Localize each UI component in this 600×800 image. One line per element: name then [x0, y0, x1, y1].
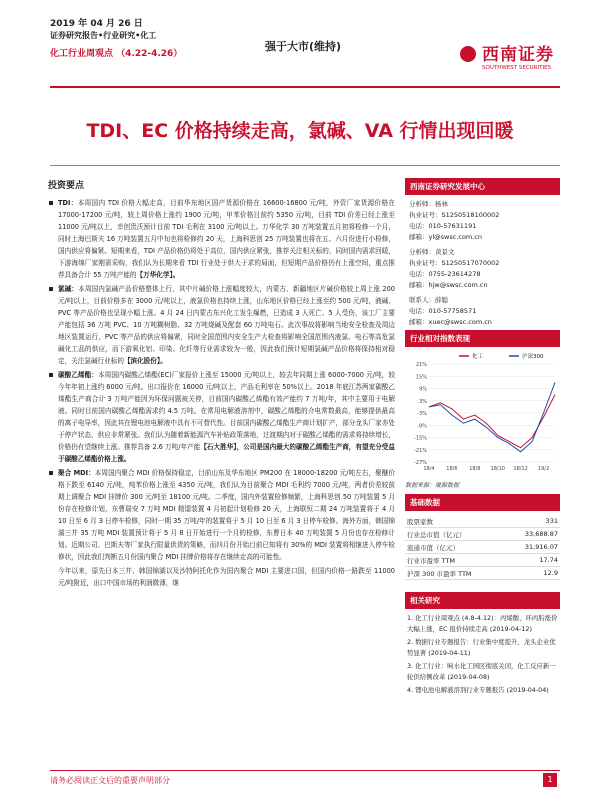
series-line-1	[429, 382, 555, 451]
chart-svg	[405, 350, 560, 478]
y-tick-label: 3%	[419, 398, 427, 405]
footer-divider	[50, 770, 560, 771]
index-heading: 行业相对指数表现	[405, 330, 560, 347]
email-link[interactable]: 邮箱：hjw@swsc.com.cn	[409, 281, 488, 289]
chart-source: 数据来源：聚源数据	[405, 482, 460, 489]
paragraph-tdi: TDI：本周国内 TDI 价格大幅走高，目前华东地区国产货源价格在 16600-16800 元/吨，外资厂家货源价格在 17000-17200 元/吨，较上周价格上涨约 1900 元/吨，甲苯价格目前约 5350 元/吨，目前 TDI 价差已经上涨至 11000 元/吨以上，幸创贵沃预计目前 TDI 毛利在 3100 元/吨以上。万华化学 30 万吨装置五月初将检修一个月，同时上海巴斯夫 16 万吨装置五月中旬也将检修约 20 天，上海科思创 25 万吨装置也将在五、六月份进行小检修，国内供应将偏紧。短期来看，TDI 产品价格仍将处于高位，国内供应紧张，推荐关注相关标的，同时国内需求回暖，下游海绵厂家刚需采购，我们认为长期来看 TDI 行业处于供大于求的局面，但短期产品价格仍有上涨空间，重点推荐具备合计 55 万吨产能的【万华化学】。	[48, 197, 395, 281]
y-tick-label: -3%	[417, 411, 427, 417]
logo-name: 西南证券	[482, 45, 554, 65]
email-link[interactable]: 邮箱：xuec@swsc.com.cn	[409, 318, 492, 326]
related-heading: 相关研究	[405, 592, 560, 609]
title-divider	[50, 165, 560, 166]
analyst-contacts	[405, 195, 560, 330]
y-tick-label: -21%	[414, 447, 427, 454]
company-logo	[460, 38, 560, 88]
paragraph-ec: 碳酸乙烯酯：本周国内碳酸乙烯酯(EC)厂家报价上涨至 15000 元/吨以上，较去年同期上涨 6000-7000 元/吨，较今年年初上涨约 6000 元/吨。出口报价在 16000 元/吨以上，产品毛利率在 50%以上。2018 年底江苏两家碳酸乙烯酯生产商合计 3 万吨产能因为环保问题被关停，目前国内碳酸乙烯酯有效产能约 7 万吨/年，其中主要用于电解液。同时目前国内碳酸乙烯酯需求约 4.5 万吨。在常用电解液溶剂中，碳酸乙烯酯的介电常数最高，能够提供最高的离子电导率，因此其在锂电池电解液中具有不可替代性。目前国内碳酸乙烯酯生产商计划扩产，部分龙头厂家亦处于停产状态，供应非常紧张。我们认为随着新能源汽车补贴政策落地，过渡期内对于碳酸乙烯酯的需求将持续增长，价格仍有望继续上涨。推荐具备 2.6 万吨/年产能【石大胜华】，公司是国内最大的碳酸乙烯酯生产商，有望充分受益于碳酸乙烯酯价格上涨。	[48, 369, 395, 465]
paragraph-mdi: 聚合 MDI：本周国内聚合 MDI 价格保持稳定，目前山东及华东地区 PM200 在 18000-18200 元/吨左右，聚醚价格下跌至 6140 元/吨，纯苯价格上涨至 4350 元/吨，我们认为目前聚合 MDI 毛利约 7000 元/吨，两者价差较前期上调聚合 MDI 挂牌价 300 元/吨至 18100 元/吨。二季度，国内外装置检修频繁，上海科思创 50 万吨装置 5 月份存在检修计划，东曹瑞安 7 万吨 MDI 精馏装置 4 月初起计划检修 20 天，上海联恒二期 24 万吨装置将于 4 月 10 日至 6 月 3 日停车检修，同时一期 35 万吨/年的装置将于 5 月 10 日至 6 月 3 日停车检修。海外方面，韩国锦湖三井 35 万吨 MDI 装置预计将于 5 月 8 日开始进行一个月的检修，东曹日本 40 万吨装置 5 月份也存在检修计划。近期公司、巴斯夫等厂家执行限量供货的策略，而四月份开始目前已知将有 30%的 MDI 装置将相继进入停车检修状，因此我们判断五月份国内聚合 MDI 挂牌价格将存在继续走高的可能性。	[48, 467, 395, 563]
report-category: 证券研究报告•行业研究•化工	[50, 31, 157, 40]
base-data-heading: 基础数据	[405, 494, 560, 511]
report-series: 化工行业周观点 （4.22-4.26）	[50, 49, 183, 59]
table-row: 沪深 300 市盈率 TTM 12.9	[405, 567, 560, 580]
sidebar	[405, 178, 560, 702]
team-heading: 西南证券研究发展中心	[405, 178, 560, 195]
report-header	[50, 16, 560, 86]
disclaimer: 请务必阅读正文后的重要声明部分	[50, 776, 170, 785]
related-list	[405, 609, 560, 702]
table-row: 行业市盈率 TTM 17.74	[405, 554, 560, 567]
legend-label: 沪深300	[522, 354, 544, 360]
related-link[interactable]: 3. 化工行业：响水化工园区彻底关闭，化工反应新一轮供给侧改革 (2019-04-08)	[407, 662, 556, 681]
related-link[interactable]: 1. 化工行业周观点 (4.8-4.12)：丙烯酸、环丙肟涨价大幅上涨，EC 报价持续走高 (2019-04-12)	[407, 614, 558, 633]
analyst-1: 分析师：杨林 执业证号：S1250518100002 电话：010-57631191 邮箱：yl@swsc.com.cn	[409, 199, 556, 243]
rating: 强于大市(维持)	[265, 40, 342, 53]
related-link[interactable]: 4. 锂电池电解液溶剂行业专题报告 (2019-04-04)	[407, 686, 549, 694]
x-tick-label: 18/8	[469, 466, 481, 472]
y-tick-label: 15%	[415, 374, 427, 381]
x-tick-label: 18/10	[490, 466, 505, 472]
y-tick-label: -27%	[414, 460, 427, 466]
y-tick-label: 21%	[415, 362, 427, 368]
summary-heading: 投资要点	[48, 181, 85, 191]
series-line-0	[429, 395, 555, 448]
summary-column	[48, 178, 395, 591]
x-tick-label: 18/4	[423, 466, 435, 472]
table-row: 流通市值（亿元） 31,916.07	[405, 541, 560, 554]
report-date: 2019 年 04 月 26 日	[50, 19, 143, 29]
email-link[interactable]: 邮箱：yl@swsc.com.cn	[409, 233, 483, 241]
page-title: TDI、EC 价格持续走高，氯碱、VA 行情出现回暖	[86, 120, 514, 142]
logo-name-en: SOUTHWEST SECURITIES	[482, 65, 552, 71]
paragraph-chlor-alkali: 氯碱：本周国内氯碱产品价格整体上行，其中片碱价格上涨幅度较大，内蒙古、新疆地区片碱价格较上周上涨 200 元/吨以上，目前价格多在 3000 元/吨以上，液氯价格也持续上涨，山东地区价格已经上涨至约 500 元/吨，液碱、PVC 等产品价格也呈现小幅上涨。4 月 24 日内蒙古东兴化工发生爆燃，已造成 3 人死亡、5 人受伤，该工厂主要产能包括 36 万吨 PVC、10 万吨糊树脂、32 万吨烧碱及配套 60 万吨电石。此次事故将影响当地安全检查及周边地区装置运行，PVC 等产品的供应将偏紧，同时全国范围内安全生产大检查将影响全国范围内液氯、电石等高危氯碱化工品的供应，而下游氧化铝、印染、化纤等行业需求较为一般，因此我们预计短期氯碱产品价格将保持相对稳定，关注氯碱行业标的【滨化股份】。	[48, 283, 395, 367]
logo-mark-icon	[460, 46, 476, 62]
x-tick-label: 19/2	[537, 466, 550, 472]
y-tick-label: 9%	[419, 386, 427, 393]
relative-index-chart	[405, 350, 560, 478]
related-link[interactable]: 2. 数据行业专题报告：行业集中度提升，龙头企业优势显著 (2019-04-11)	[407, 638, 556, 657]
y-tick-label: -15%	[414, 435, 427, 442]
contact-person: 联系人：薛聪 电话：010-57758571 邮箱：xuec@swsc.com.cn	[409, 295, 556, 328]
x-tick-label: 18/12	[513, 466, 528, 472]
x-tick-label: 18/6	[446, 466, 458, 472]
base-data-table	[405, 515, 560, 580]
header-divider	[50, 86, 560, 88]
analyst-2: 分析师：黄景文 执业证号：S1250517070002 电话：0755-23614278 邮箱：hjw@swsc.com.cn	[409, 247, 556, 291]
y-tick-label: -9%	[417, 423, 427, 430]
page-number: 1	[543, 773, 557, 787]
legend-label: 化工	[472, 354, 484, 360]
paragraph-continued: 今年以来，原先日本三井、韩国锦湖以及沙特阿托化作为国内聚合 MDI 主要进口国，但国内价格一路跌至 11000 元/吨附近，出口中国市场的利润微薄，继	[58, 567, 395, 587]
table-row: 股票家数 331	[407, 517, 558, 526]
table-row: 行业总市值（亿元） 33,688.87	[405, 528, 560, 541]
